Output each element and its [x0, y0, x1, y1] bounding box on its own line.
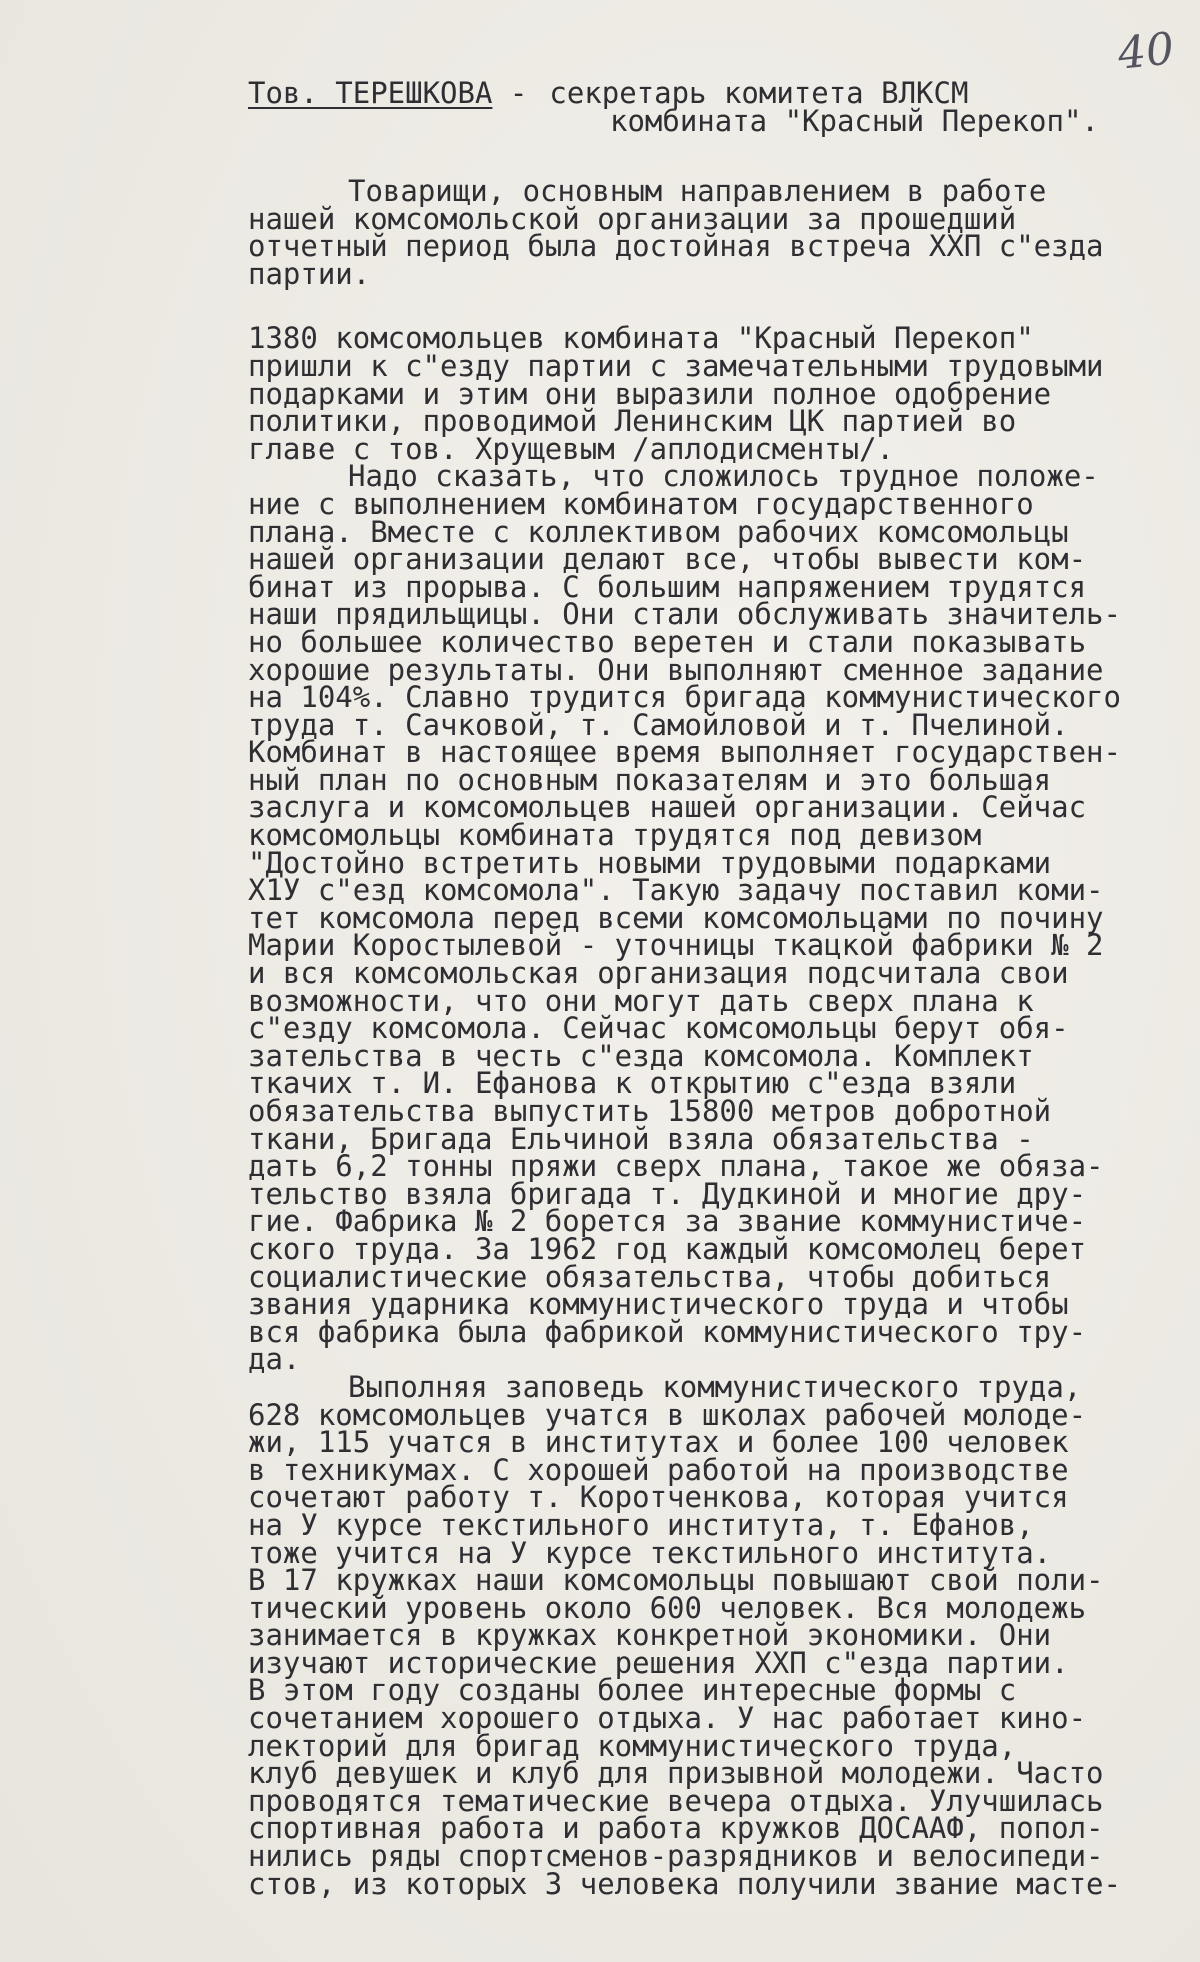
text-line: вся фабрика была фабрикой коммунистического тру- [248, 1314, 1087, 1349]
text-line: "Достойно встретить новыми трудовыми подарками [248, 845, 1052, 880]
text-line: нашей комсомольской организации за прошедший [248, 201, 1017, 236]
speech-body [248, 174, 1188, 1901]
text-line: тический уровень около 600 человек. Вся молодежь [248, 1590, 1087, 1625]
text-line: нились ряды спортсменов-разрядников и велосипеди- [248, 1839, 1104, 1874]
text-line: Комбинат в настоящее время выполняет государствен- [248, 735, 1121, 770]
text-line: Товарищи, основным направлением в работе [348, 174, 1047, 208]
text-line: лекторий для бригад коммунистического труда, [248, 1728, 1017, 1763]
text-line: комсомольцы комбината трудятся под девизом [248, 818, 982, 853]
text-line: В 17 кружках наши комсомольцы повышают свой поли- [248, 1563, 1104, 1598]
text-line: политики, проводимой Ленинским ЦК партией во [248, 404, 1017, 439]
text-line: ткани, Бригада Ельчиной взяла обязательства - [248, 1121, 1034, 1156]
text-line: проводятся тематические вечера отдыха. Улучшилась [248, 1783, 1104, 1818]
text-line: Марии Коростылевой - уточницы ткацкой фабрики № 2 [248, 928, 1104, 963]
text-line: тоже учится на У курсе текстильного института. [248, 1535, 1052, 1570]
text-line: на 104%. Славно трудится бригада коммунистического [248, 680, 1121, 715]
text-line: стов, из которых 3 человека получили звание масте- [248, 1866, 1121, 1901]
paragraph [248, 459, 1188, 1377]
text-line: изучают исторические решения XXП с"езда партии. [248, 1645, 1069, 1680]
text-line: с"езду комсомола. Сейчас комсомольцы берут обя- [248, 1011, 1069, 1046]
text-line: хорошие результаты. Они выполняют сменное задание [248, 652, 1104, 687]
text-line: звания ударника коммунистического труда и чтобы [248, 1287, 1069, 1322]
text-line: социалистические обязательства, чтобы добиться [248, 1259, 1052, 1294]
text-line: В этом году созданы более интересные формы с [248, 1673, 1017, 1708]
text-line: нашей организации делают все, чтобы вывести ком- [248, 542, 1087, 577]
paragraph [248, 321, 1188, 466]
text-line: 628 комсомольцев учатся в школах рабочей молоде- [248, 1397, 1087, 1432]
text-line: гие. Фабрика № 2 борется за звание коммунистиче- [248, 1204, 1087, 1239]
text-line: партии. [248, 256, 371, 291]
header-line-2 [248, 103, 1188, 138]
text-line: сочетают работу т. Коротченкова, которая учится [248, 1480, 1069, 1515]
text-line: клуб девушек и клуб для призывной молодежи. Часто [248, 1756, 1104, 1791]
text-line: дать 6,2 тонны пряжи сверх плана, такое же обяза- [248, 1149, 1104, 1184]
header-dash-char: - [509, 76, 528, 110]
text-line: Надо сказать, что сложилось трудное положе- [348, 459, 1099, 494]
text-line: ние с выполнением комбинатом государственного [248, 486, 1034, 521]
text-line: да. [248, 1342, 301, 1377]
text-line: обязательства выпустить 15800 метров добротной [248, 1094, 1052, 1128]
text-line: и вся комсомольская организация подсчитала свои [248, 956, 1069, 991]
text-line: подарками и этим они выразили полное одобрение [248, 376, 1052, 411]
text-line: 1380 комсомольцев комбината "Красный Перекоп" [248, 321, 1034, 356]
page-number: 40 [1115, 23, 1177, 80]
text-line: бинат из прорыва. С большим напряжением трудятся [248, 569, 1087, 604]
speaker-header [248, 76, 1188, 138]
text-line: жи, 115 учатся в институтах и более 100 человек [248, 1425, 1069, 1460]
speaker-name: Тов. ТЕРЕШКОВА [248, 76, 493, 110]
text-line: пришли к с"езду партии с замечательными трудовыми [248, 348, 1104, 383]
text-line: плана. Вместе с коллективом рабочих комсомольцы [248, 514, 1069, 549]
text-line: в техникумах. С хорошей работой на производстве [248, 1452, 1069, 1487]
text-line: сочетанием хорошего отдыха. У нас работает кино- [248, 1701, 1087, 1736]
text-line: тет комсомола перед всеми комсомольцами по почину [248, 900, 1104, 935]
text-line: занимается в кружках конкретной экономики. Они [248, 1618, 1052, 1653]
text-line: заслуга и комсомольцев нашей организации. Сейчас [248, 790, 1087, 825]
paragraph-gap [248, 288, 1188, 325]
header-dash [492, 80, 509, 108]
text-line: спортивная работа и работа кружков ДОСААФ, попол- [248, 1811, 1104, 1846]
text-line: возможности, что они могут дать сверх плана к [248, 983, 1034, 1018]
text-line: ный план по основным показателям и это большая [248, 762, 1052, 797]
text-line: наши прядильщицы. Они стали обслуживать значитель- [248, 597, 1121, 632]
speaker-role-line-2: комбината "Красный Перекоп". [610, 103, 1099, 138]
text-line: на У курсе текстильного института, т. Ефанов, [248, 1507, 1034, 1542]
text-line: труда т. Сачковой, т. Самойловой и т. Пчелиной. [248, 707, 1069, 742]
text-line: X1У с"езд комсомола". Такую задачу поставил коми- [248, 873, 1104, 908]
text-line: тельство взяла бригада т. Дудкиной и многие дру- [248, 1176, 1087, 1211]
text-line: зательства в честь с"езда комсомола. Комплект [248, 1038, 1034, 1073]
paragraph [248, 1369, 1188, 1901]
text-line: отчетный период была достойная встреча XXП с"езда [248, 229, 1104, 264]
text-line: главе с тов. Хрущевым /аплодисменты/. [248, 431, 895, 466]
text-line: ского труда. За 1962 год каждый комсомолец берет [248, 1231, 1087, 1266]
paragraph [248, 174, 1188, 291]
speaker-role-line-1: секретарь комитета ВЛКСМ [549, 76, 969, 110]
text-line: Выполняя заповедь коммунистического труда, [348, 1369, 1082, 1404]
text-line: ткачих т. И. Ефанова к открытию с"езда взяли [248, 1066, 1017, 1101]
text-line: но большее количество веретен и стали показывать [248, 624, 1087, 659]
